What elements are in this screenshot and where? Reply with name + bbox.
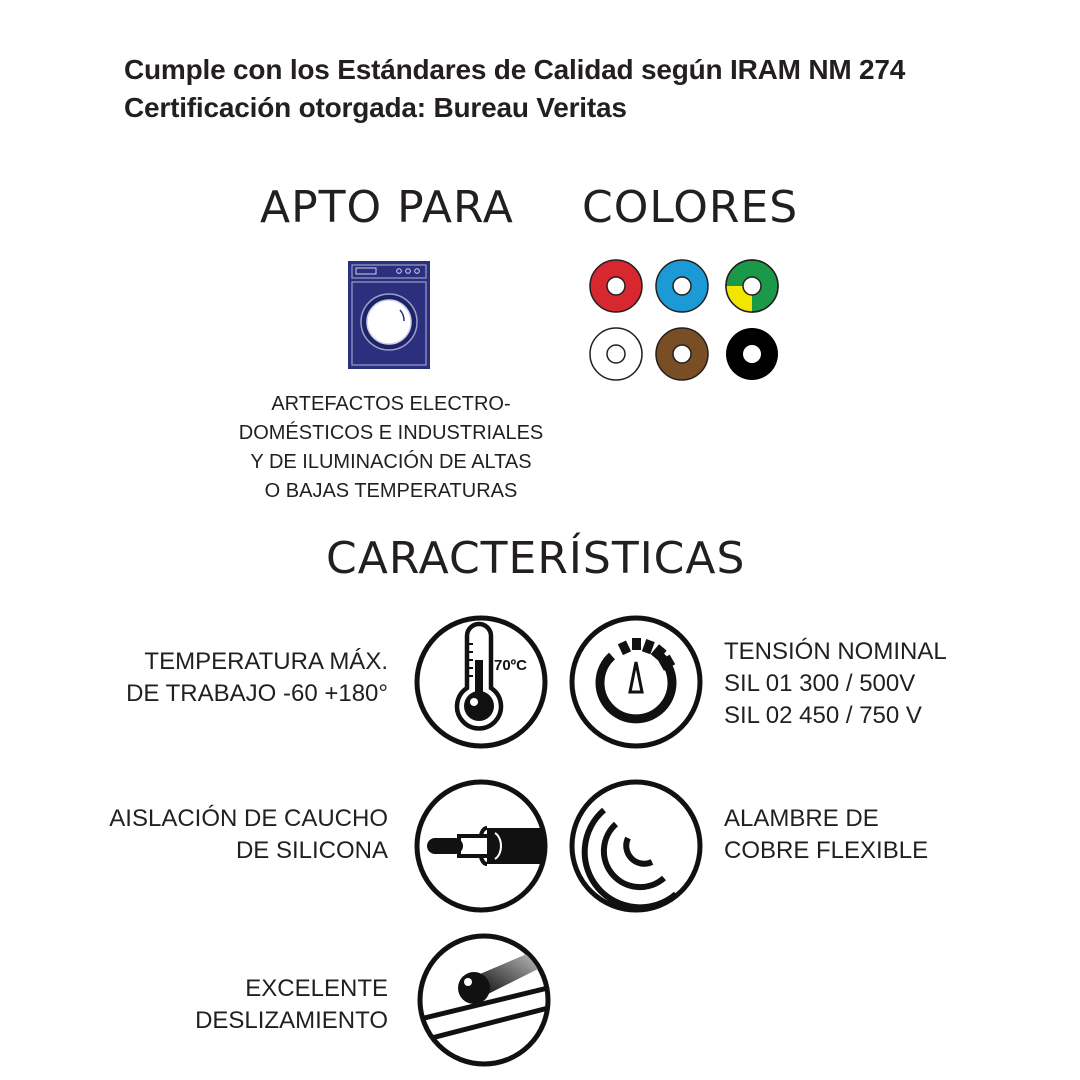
voltage-text [724,636,947,732]
sliding-line-1: EXCELENTE [245,975,388,1002]
washing-machine-icon [348,261,430,369]
suitable-line-2: DOMÉSTICOS E INDUSTRIALES [238,422,544,444]
cable-icon [413,778,549,914]
conductor-text [724,803,928,867]
insulation-line-1: AISLACIÓN DE CAUCHO [109,805,388,832]
temperature-icon-label: 70ºC [494,657,527,674]
sliding-line-2: DESLIZAMIENTO [195,1007,388,1034]
color-swatches [588,258,782,382]
conductor-line-2: COBRE FLEXIBLE [724,837,929,864]
suitable-line-4: O BAJAS TEMPERATURAS [264,480,518,502]
temperature-text [126,646,388,710]
colors-heading: COLORES [582,182,799,233]
sliding-ball-icon [416,932,552,1068]
suitable-line-1: ARTEFACTOS ELECTRO- [271,393,511,415]
certification-issuer: Certificación otorgada: Bureau Veritas [124,92,627,123]
swatch-green-yellow [726,260,778,312]
thermometer-icon [413,614,549,750]
swatch-black [726,328,778,380]
swatch-red [590,260,642,312]
features-heading: CARACTERÍSTICAS [326,533,746,584]
gauge-icon [568,614,704,750]
suitable-description [239,390,544,506]
voltage-line-3: SIL 02 450 / 750 V [724,702,922,729]
temperature-line-1: TEMPERATURA MÁX. [144,648,388,675]
suitable-heading: APTO PARA [260,182,514,233]
voltage-line-1: TENSIÓN NOMINAL [724,638,947,665]
conductor-line-1: ALAMBRE DE [724,805,879,832]
swatch-light-blue [656,260,708,312]
swatch-white [590,328,642,380]
suitable-line-3: Y DE ILUMINACIÓN DE ALTAS [250,451,532,473]
voltage-line-2: SIL 01 300 / 500V [724,670,916,697]
flexible-wire-icon [568,778,704,914]
insulation-line-2: DE SILICONA [235,837,388,864]
temperature-line-2: DE TRABAJO -60 +180° [126,680,388,707]
insulation-text [109,803,388,867]
certification-standard: Cumple con los Estándares de Calidad según IRAM NM 274 [124,54,906,85]
swatch-brown [656,328,708,380]
sliding-text [195,973,388,1037]
